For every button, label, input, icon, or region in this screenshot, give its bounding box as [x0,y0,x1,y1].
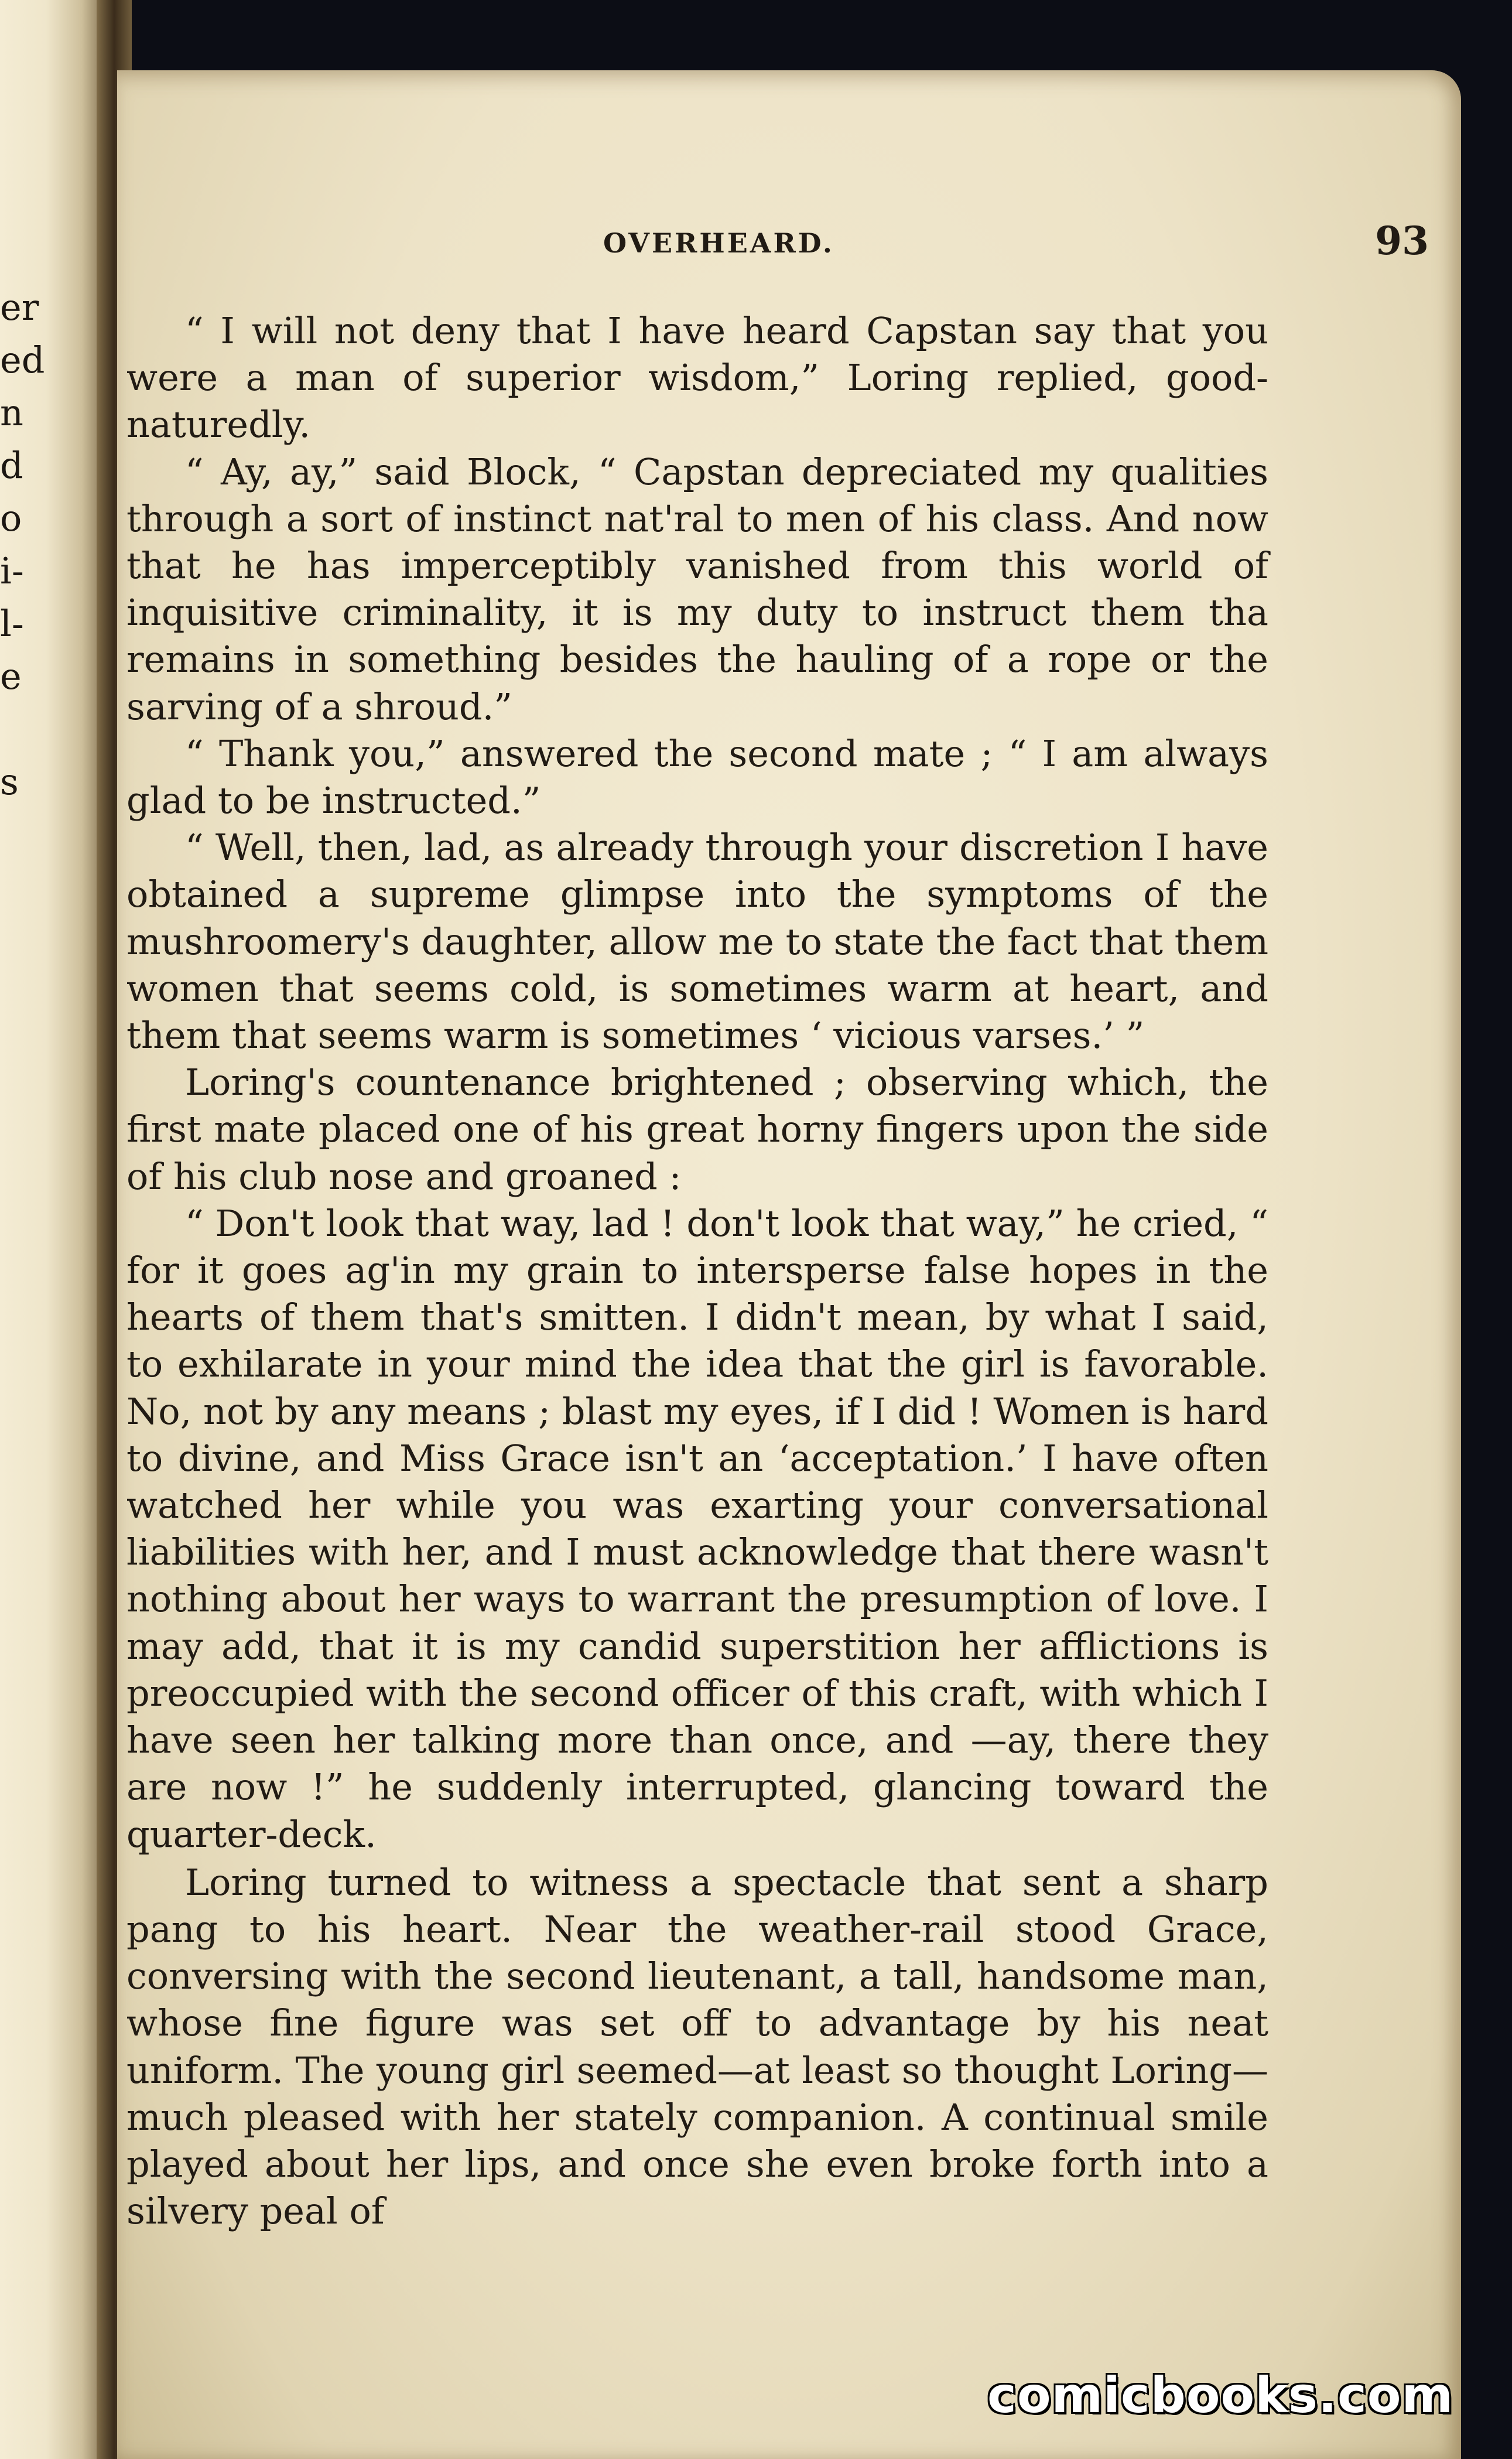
fragment-line: ed [0,339,45,381]
fragment-line: n [0,391,23,434]
running-head-title: OVERHEARD. [603,227,834,259]
fragment-line: er [0,286,39,329]
page-number: 93 [1375,218,1429,264]
facing-page-edge [0,0,102,2459]
fragment-line: l- [0,602,24,645]
fragment-line: s [0,760,19,803]
facing-page-text-fragments [0,281,45,808]
paragraph: “ Ay, ay,” said Block, “ Capstan depreciated my qualities through a sort of instinct nat'ral to men of his class. And now that he has imperceptibly vanished from this world of inquisitive criminality, it is my duty to instruct them tha remains in something besides the hauling of a rope or the sarving of a shroud.” [126,450,1268,728]
running-head [117,220,1461,267]
book-page [117,70,1461,2459]
paragraph: Loring turned to witness a spectacle that sent a sharp pang to his heart. Near the weather-rail stood Grace, conversing with the second lieutenant, a tall, handsome man, whose fine figure was set off to advantage by his neat uniform. The young girl seemed—at least so thought Loring—much pleased with her stately companion. A continual smile played about her lips, and once she even broke forth into a silvery peal of [126,1860,1268,2233]
body-text [126,308,1268,2235]
paragraph: “ I will not deny that I have heard Capstan say that you were a man of superior wisdom,” Loring replied, good-naturedly. [126,309,1268,446]
watermark: comicbooks.com [987,2366,1453,2424]
paragraph: “ Thank you,” answered the second mate ; “ I am always glad to be instructed.” [126,732,1268,822]
paragraph: “ Don't look that way, lad ! don't look that way,” he cried, “ for it goes ag'in my grain to intersperse false hopes in the hearts of them that's smitten. I didn't mean, by what I said, to exhilarate in your mind the idea that the girl is favorable. No, not by any means ; blast my eyes, if I did ! Women is hard to divine, and Miss Grace isn't an ‘acceptation.’ I have often watched her while you was exarting your conversational liabilities with her, and I must acknowledge that there wasn't nothing about her ways to warrant the presumption of love. I may add, that it is my candid superstition her afflictions is preoccupied with the second officer of this craft, with which I have seen her talking more than once, and —ay, there they are now !” he suddenly interrupted, glancing toward the quarter-deck. [126,1201,1268,1856]
fragment-line: i- [0,549,24,592]
fragment-line: o [0,497,22,539]
paragraph: “ Well, then, lad, as already through your discretion I have obtained a supreme glimpse into the symptoms of the mushroomery's daughter, allow me to state the fact that them women that seems cold, is sometimes warm at heart, and them that seems warm is sometimes ‘ vicious varses.’ ” [126,826,1268,1057]
fragment-line: e [0,655,22,698]
fragment-line: d [0,444,23,487]
paragraph: Loring's countenance brightened ; observing which, the first mate placed one of his great horny fingers upon the side of his club nose and groaned : [126,1061,1268,1198]
fragment-line [0,703,23,756]
